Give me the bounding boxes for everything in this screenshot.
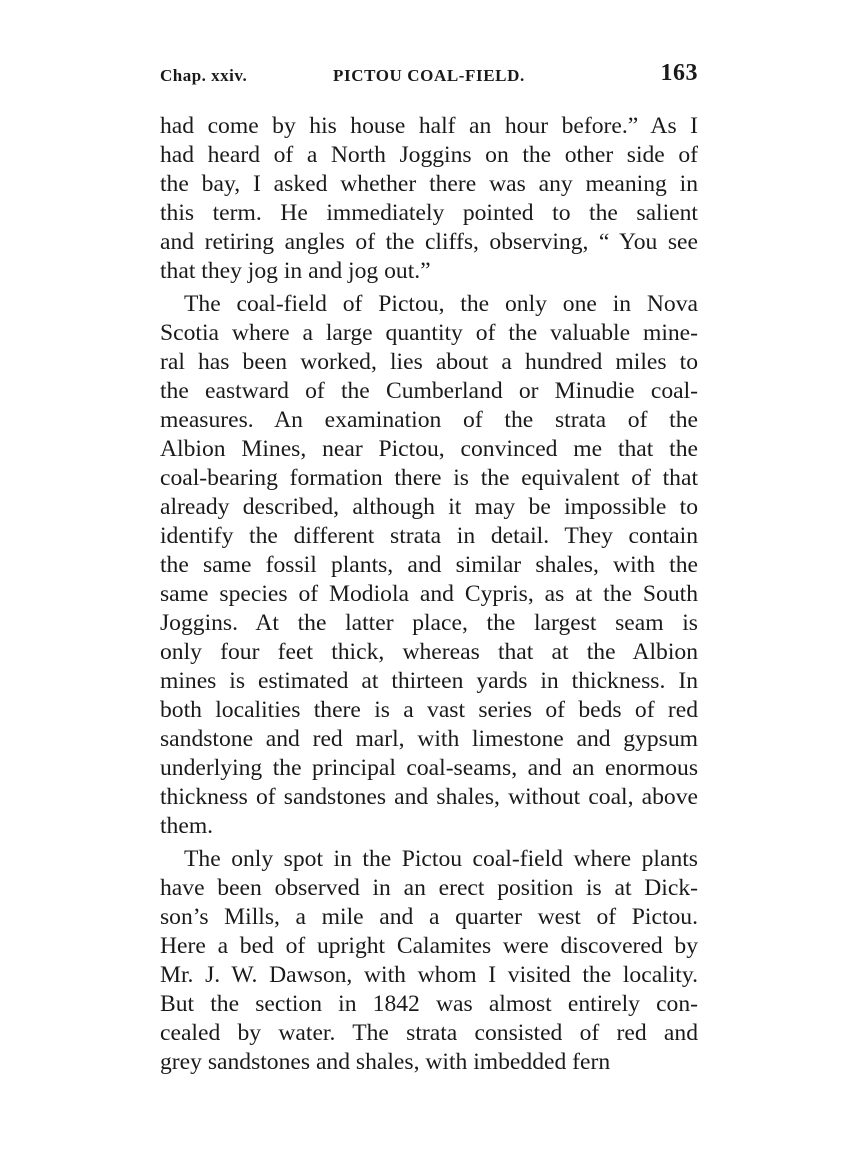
paragraph: [160, 845, 698, 1077]
text-line: The only spot in the Pictou coal-field where plants: [184, 846, 698, 872]
text-line: cealed by water. The strata consisted of red and: [160, 1020, 698, 1046]
text-line: Joggins. At the latter place, the largest seam is: [160, 610, 698, 636]
text-line: coal-bearing formation there is the equivalent of that: [160, 465, 698, 491]
text-line: had come by his house half an hour before.” As I: [160, 113, 698, 139]
text-line: Mr. J. W. Dawson, with whom I visited the locality.: [160, 962, 698, 988]
text-line: have been observed in an erect position is at Dick-: [160, 875, 698, 901]
text-line: already described, although it may be impossible to: [160, 494, 698, 520]
text-line: Here a bed of upright Calamites were discovered by: [160, 933, 698, 959]
paragraph: [160, 112, 698, 286]
text-line: the bay, I asked whether there was any meaning in: [160, 171, 698, 197]
page-number: 163: [660, 60, 698, 86]
text-line: Scotia where a large quantity of the valuable mine-: [160, 320, 698, 346]
paragraph: [160, 290, 698, 841]
book-page: [160, 60, 698, 1077]
text-line: the same fossil plants, and similar shales, with the: [160, 552, 698, 578]
text-line: this term. He immediately pointed to the salient: [160, 200, 698, 226]
text-line: identify the different strata in detail. They contain: [160, 523, 698, 549]
text-line: both localities there is a vast series of beds of red: [160, 697, 698, 723]
text-line: and retiring angles of the cliffs, observing, “ You see: [160, 229, 698, 255]
running-title: PICTOU COAL-FIELD.: [333, 66, 525, 85]
text-line: sandstone and red marl, with limestone and gypsum: [160, 726, 698, 752]
text-line: the eastward of the Cumberland or Minudie coal-: [160, 378, 698, 404]
text-line: son’s Mills, a mile and a quarter west of Pictou.: [160, 904, 698, 930]
text-line: measures. An examination of the strata of the: [160, 407, 698, 433]
text-line: them.: [160, 813, 214, 839]
text-line: ral has been worked, lies about a hundred miles to: [160, 349, 698, 375]
text-line: had heard of a North Joggins on the other side of: [160, 142, 698, 168]
running-head: [160, 60, 698, 90]
text-line: But the section in 1842 was almost entirely con-: [160, 991, 698, 1017]
text-line: grey sandstones and shales, with imbedded fern: [160, 1049, 611, 1075]
text-line: mines is estimated at thirteen yards in thickness. In: [160, 668, 698, 694]
body-text: [160, 112, 698, 1077]
text-line: The coal-field of Pictou, the only one in Nova: [184, 291, 698, 317]
text-line: Albion Mines, near Pictou, convinced me that the: [160, 436, 698, 462]
chapter-label: Chap. xxiv.: [160, 66, 248, 85]
text-line: only four feet thick, whereas that at the Albion: [160, 639, 698, 665]
text-line: underlying the principal coal-seams, and an enormous: [160, 755, 698, 781]
text-line: same species of Modiola and Cypris, as at the South: [160, 581, 698, 607]
text-line: that they jog in and jog out.”: [160, 258, 431, 284]
text-line: thickness of sandstones and shales, without coal, above: [160, 784, 698, 810]
